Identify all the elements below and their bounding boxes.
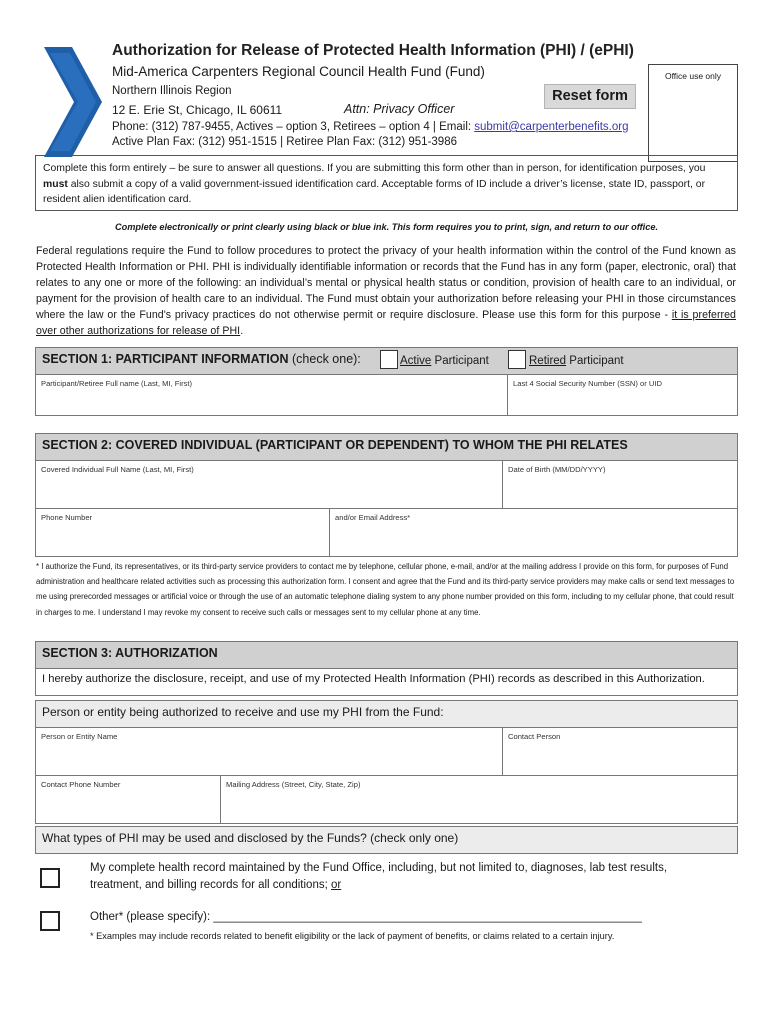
participant-name-field[interactable]: Participant/Retiree Full name (Last, MI, First) [35, 374, 508, 416]
date-of-birth-field[interactable]: Date of Birth (MM/DD/YYYY) [502, 460, 738, 509]
active-participant-checkbox[interactable] [380, 350, 398, 369]
ssn-field[interactable]: Last 4 Social Security Number (SSN) or UID [507, 374, 738, 416]
reset-form-button[interactable]: Reset form [544, 84, 636, 109]
covered-individual-name-field[interactable]: Covered Individual Full Name (Last, MI, First) [35, 460, 503, 509]
active-participant-label: Active Participant [400, 355, 489, 367]
section3-header: SECTION 3: AUTHORIZATION [35, 641, 738, 669]
person-entity-heading: Person or entity being authorized to receive and use my PHI from the Fund: [35, 700, 738, 728]
mailing-address-field[interactable]: Mailing Address (Street, City, State, Zip) [220, 775, 738, 824]
email-address-field[interactable]: and/or Email Address* [329, 508, 738, 557]
address: 12 E. Erie St, Chicago, IL 60611 [112, 103, 283, 117]
complete-record-option: My complete health record maintained by the Fund Office, including, but not limited to, diagnoses, lab test results, treatment, and billing records for all conditions; or [90, 862, 668, 891]
instructions-box: Complete this form entirely – be sure to answer all questions. If you are submitting this form other than in person, for identification purposes, you must also submit a copy of a valid government-issued identification card. Acceptable forms of ID include a driver’s license, state ID, passport, or resident alien identification card. [35, 155, 738, 211]
form-title: Authorization for Release of Protected Health Information (PHI) / (ePHI) [112, 42, 634, 59]
retired-participant-label: Retired Participant [529, 355, 624, 367]
authorize-statement: I hereby authorize the disclosure, receipt, and use of my Protected Health Information (PHI) records as described in this Authorization. [35, 668, 738, 696]
contact-phone-field[interactable]: Contact Phone Number [35, 775, 221, 824]
office-use-box: Office use only [648, 64, 738, 162]
fund-logo-chevron-icon [44, 47, 102, 157]
other-phi-option[interactable]: Other* (please specify): ___________________________________________________________________ [90, 911, 642, 923]
phi-types-heading: What types of PHI may be used and disclosed by the Funds? (check only one) [35, 826, 738, 854]
region: Northern Illinois Region [112, 85, 232, 97]
contact-consent-text: * I authorize the Fund, its representatives, or its third-party service providers to contact me by telephone, cellular phone, e-mail, and/or at the mailing address I provide on this form, for purposes of Fund administration and healthcare related activities such as processing this authorization form. I consent and agree that the Fund and its third-party service providers may make calls or send text messages to me using prerecorded messages or artificial voice or through the use of an automatic telephone dialing system to any phone number provided on this form, including to my cellular phone, that could result in charges to me. I understand I may revoke my consent to receive such calls or messages sent to my cellular phone at any time. [36, 562, 735, 617]
completion-note: Complete electronically or print clearly using black or blue ink. This form requires you to print, sign, and return to our office. [114, 222, 658, 232]
fund-name: Mid-America Carpenters Regional Council Health Fund (Fund) [112, 64, 485, 79]
contact-person-field[interactable]: Contact Person [502, 727, 738, 776]
retired-participant-checkbox[interactable] [508, 350, 526, 369]
phone-number-field[interactable]: Phone Number [35, 508, 330, 557]
complete-record-checkbox[interactable] [40, 868, 60, 888]
federal-regulations-paragraph: Federal regulations require the Fund to follow procedures to protect the privacy of your health information within the control of the Fund known as Protected Health Information or PHI. PHI is individually identifiable information or records that the Fund has in any form (paper, electronic, oral) that relates to any one or more of the following: an individual’s mental or physical health status or condition, provision of health care to an individual, or payment for the provision of health care to an individual. The Fund must obtain your authorization before releasing your PHI in those circumstances where the law or the Fund's privacy practices do not otherwise permit or require disclosure. Please use this form for this purpose - it is preferred over other authorizations for release of PHI. [36, 245, 736, 338]
email-link[interactable]: submit@carpenterbenefits.org [474, 121, 629, 133]
examples-note: * Examples may include records related to benefit eligibility or the lack of payment of benefits, or claims related to a certain injury. [90, 931, 615, 941]
section2-header: SECTION 2: COVERED INDIVIDUAL (PARTICIPANT OR DEPENDENT) TO WHOM THE PHI RELATES [35, 433, 738, 461]
other-phi-checkbox[interactable] [40, 911, 60, 931]
fax-line: Active Plan Fax: (312) 951-1515 | Retiree Plan Fax: (312) 951-3986 [112, 136, 457, 148]
person-entity-name-field[interactable]: Person or Entity Name [35, 727, 503, 776]
section1-header: SECTION 1: PARTICIPANT INFORMATION (check one): [35, 347, 738, 375]
contact-line: Phone: (312) 787-9455, Actives – option 3, Retirees – option 4 | Email: submit@carpenterbenefits.org [112, 121, 629, 133]
attn-line: Attn: Privacy Officer [344, 102, 455, 116]
